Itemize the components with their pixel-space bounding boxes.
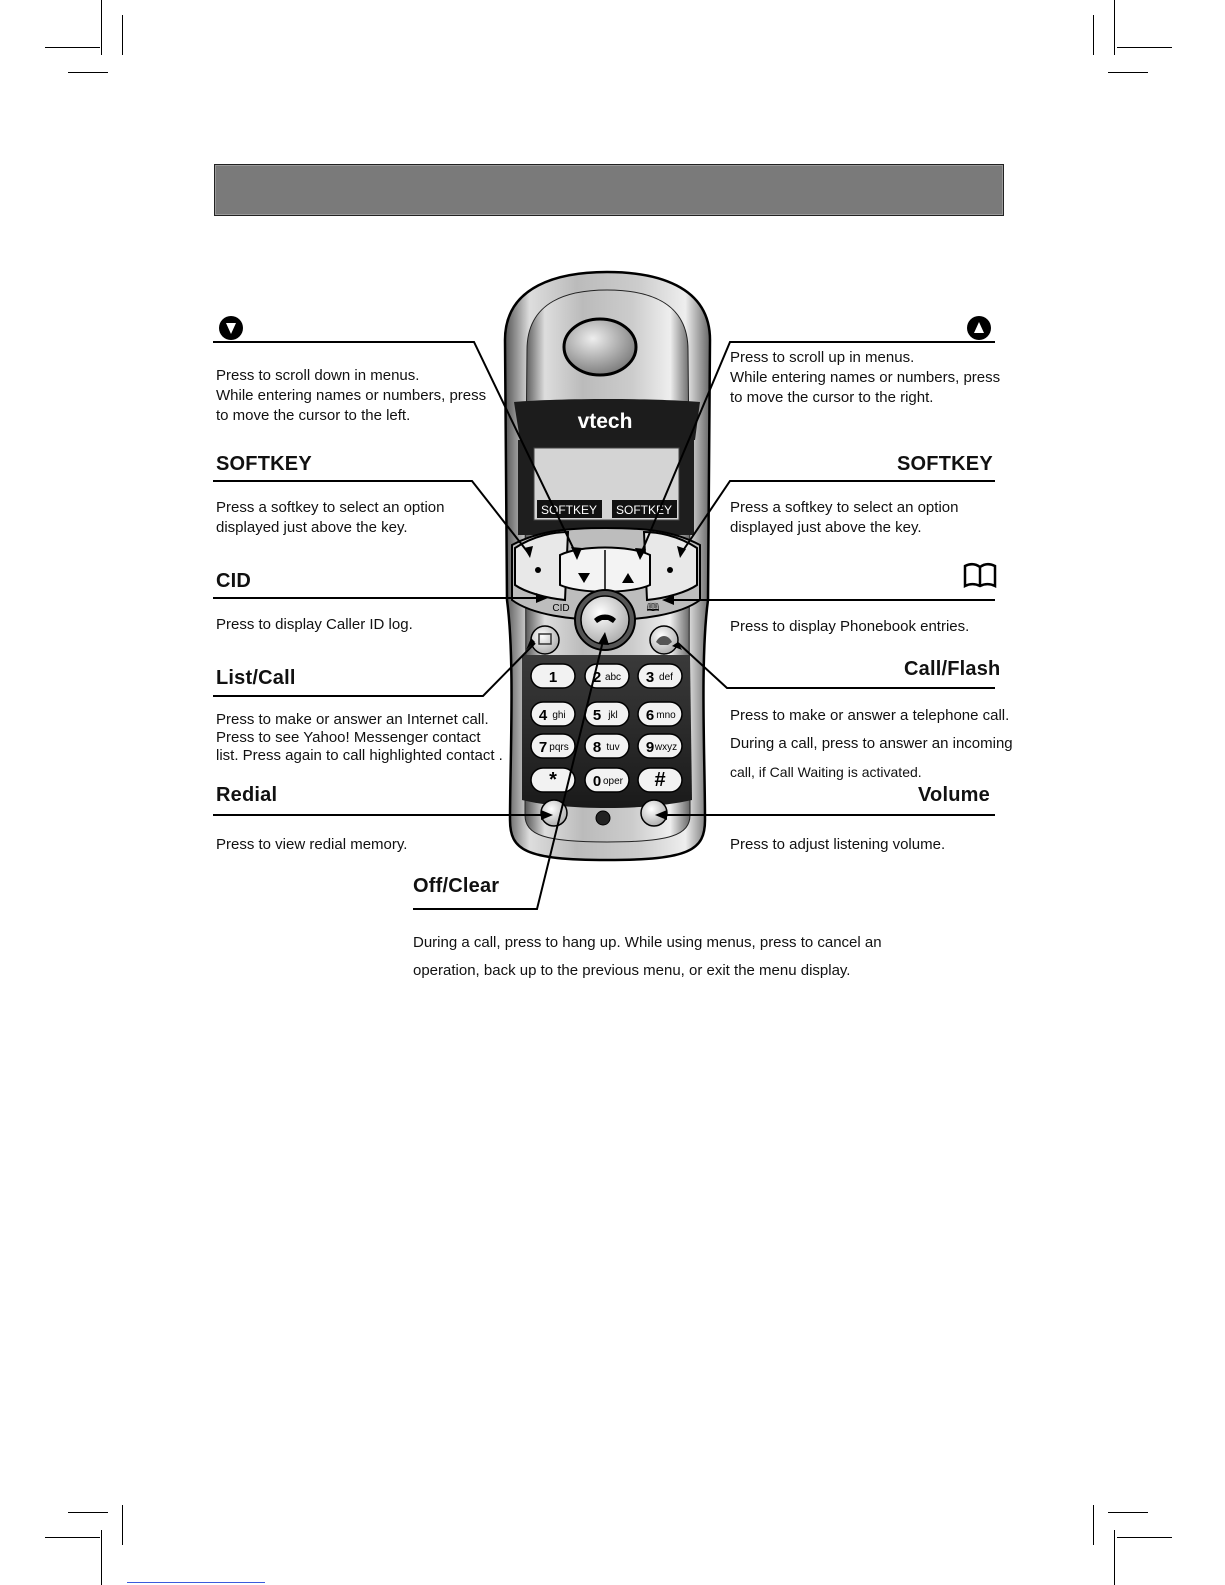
book-icon	[963, 562, 997, 588]
softkey-right-title: SOFTKEY	[897, 453, 993, 475]
up-description: Press to scroll up in menus. While entering names or numbers, press to move the cursor to the right.	[730, 349, 1001, 406]
keypad-digit: *	[549, 769, 557, 791]
keypad-letters: def	[659, 672, 673, 683]
up-arrow-icon	[967, 316, 991, 340]
earpiece	[564, 319, 636, 375]
call-flash-description: Press to make or answer a telephone call. During a call, press to answer an incoming call, if Call Waiting is activated.	[730, 707, 1013, 780]
keypad-digit: 0	[592, 773, 602, 790]
keypad-letters: mno	[656, 710, 676, 721]
keypad-digit: 5	[592, 707, 602, 724]
keypad-key-8[interactable]	[585, 734, 629, 758]
cid-description: Press to display Caller ID log.	[216, 616, 413, 633]
keypad-key-4[interactable]	[531, 702, 575, 726]
redial-description: Press to view redial memory.	[216, 836, 408, 853]
volume-description: Press to adjust listening volume.	[730, 836, 946, 853]
keypad-digit: 1	[548, 669, 558, 686]
microphone	[596, 811, 610, 825]
phonebook-button-icon: 🕮	[646, 602, 660, 614]
keypad-key-hash[interactable]	[638, 768, 682, 792]
keypad-key-9[interactable]	[638, 734, 682, 758]
keypad-letters: pqrs	[549, 742, 569, 753]
keypad-digit: 9	[645, 739, 655, 756]
keypad-letters: tuv	[606, 742, 620, 753]
volume-title: Volume	[918, 784, 990, 806]
softkey-left-description: Press a softkey to select an option displayed just above the key.	[216, 499, 445, 536]
keypad-key-6[interactable]	[638, 702, 682, 726]
keypad-key-3[interactable]	[638, 664, 682, 688]
list-call-button[interactable]	[531, 626, 559, 654]
keypad-digit: 7	[538, 739, 548, 756]
keypad-key-0[interactable]	[585, 768, 629, 792]
footer-link-underline	[127, 1582, 265, 1583]
down-description: Press to scroll down in menus. While entering names or numbers, press to move the cursor to the left.	[216, 367, 487, 424]
keypad-letters: jkl	[608, 710, 618, 721]
cid-button-label: CID	[552, 603, 570, 614]
keypad-letters: oper	[602, 776, 624, 787]
list-call-title: List/Call	[216, 667, 296, 689]
keypad-letters: wxyz	[654, 742, 678, 753]
keypad-letters: ghi	[552, 710, 566, 721]
brand-logo: vtech	[577, 410, 633, 433]
lcd-softkey-right: SOFTKEY	[615, 503, 673, 517]
keypad-digit: #	[654, 769, 666, 791]
call-flash-title: Call/Flash	[904, 658, 1001, 680]
off-clear-description: During a call, press to hang up. While using menus, press to cancel an operation, back up to the previous menu, or exit the menu display.	[413, 934, 882, 979]
keypad-key-7[interactable]	[531, 734, 575, 758]
keypad-digit: 6	[645, 707, 655, 724]
lcd-softkey-left: SOFTKEY	[540, 503, 598, 517]
phonebook-description: Press to display Phonebook entries.	[730, 618, 970, 635]
keypad-letters: abc	[604, 672, 622, 683]
keypad-digit: 4	[538, 707, 548, 724]
down-arrow-icon	[219, 316, 243, 340]
cid-title: CID	[216, 570, 252, 592]
redial-title: Redial	[216, 784, 278, 806]
keypad-digit: 2	[592, 669, 602, 686]
keypad-digit: 8	[592, 739, 602, 756]
softkey-left-title: SOFTKEY	[216, 453, 312, 475]
softkey-right-description: Press a softkey to select an option displayed just above the key.	[730, 499, 959, 536]
keypad-key-1[interactable]	[531, 664, 575, 688]
keypad-digit: 3	[645, 669, 655, 686]
list-call-description: Press to make or answer an Internet call. Press to see Yahoo! Messenger contact list. Press again to call highlighted contact .	[216, 711, 503, 764]
off-clear-title: Off/Clear	[413, 875, 500, 897]
keypad-key-5[interactable]	[585, 702, 629, 726]
